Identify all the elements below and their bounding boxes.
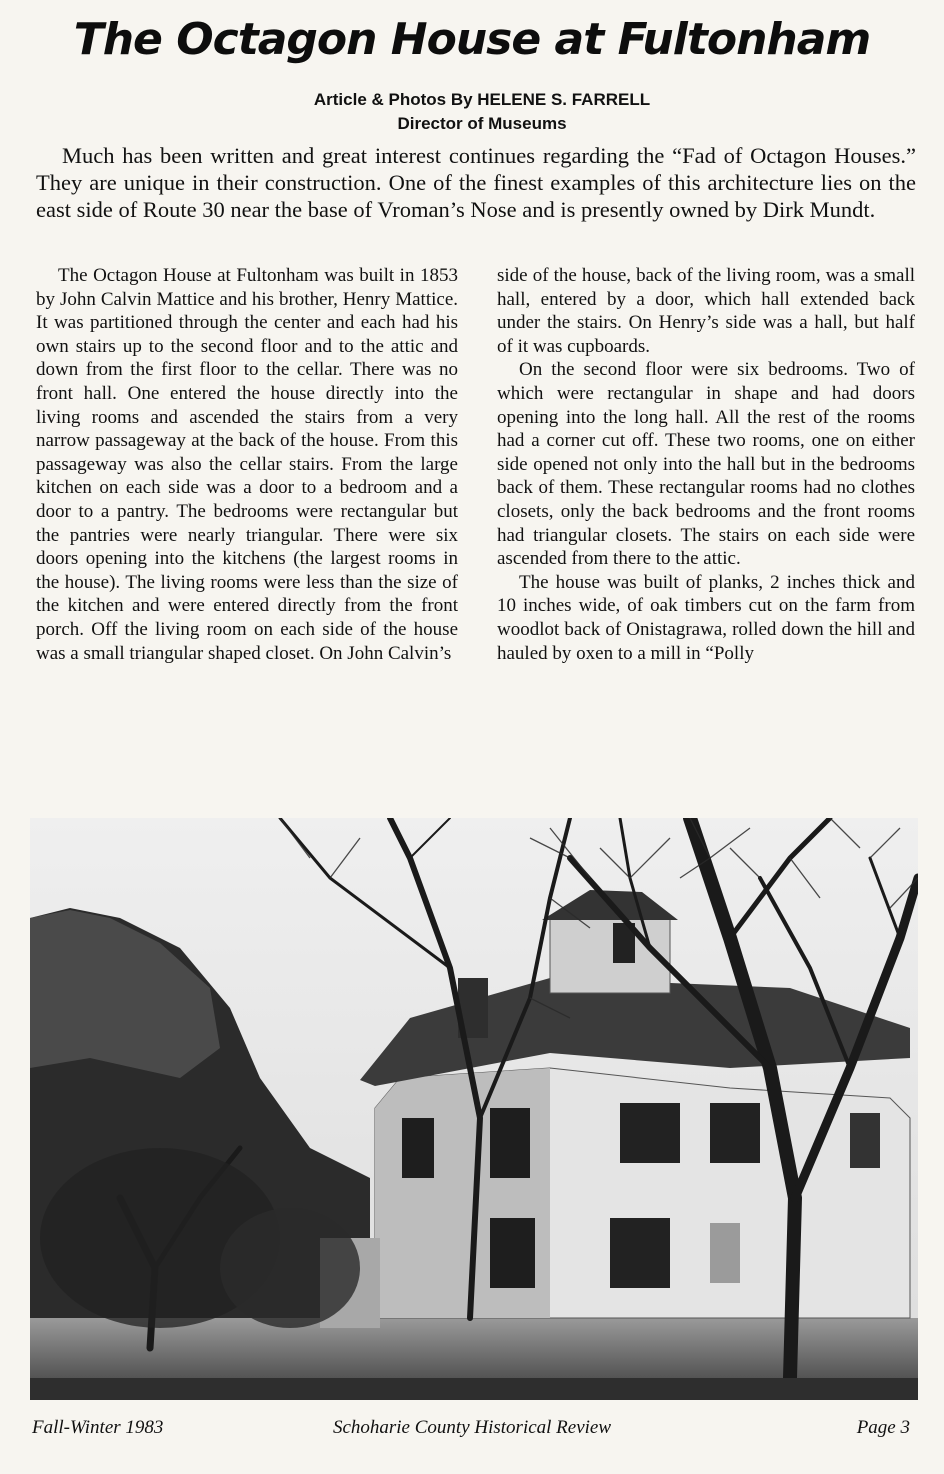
octagon-house-photo	[30, 818, 918, 1400]
column-right	[497, 264, 915, 665]
paragraph: The Octagon House at Fultonham was built in 1853 by John Calvin Mattice and his brother, Henry Mattice. It was partitioned through the center and each had his own stairs up to the second floor and to the attic and down from the first floor to the cellar. There was no front hall. One entered the house directly into the living rooms and ascended the stairs from a very narrow passageway at the back of the house. From this passageway was also the cellar stairs. From the large kitchen on each side was a door to a bedroom and a door to a pantry. The bedrooms were rectangular but the pantries were nearly triangular. There were six doors opening into the kitchens (the largest rooms in the house). The living rooms were less than the size of the kitchen and were entered directly from the front porch. Off the living room on each side of the house was a small triangular shaped closet. On John Calvin’s	[36, 265, 458, 664]
paragraph: On the second floor were six bedrooms. Two of which were rectangular in shape and had doors opening into the long hall. All the rest of the rooms had a corner cut off. These two rooms, one on either side opened not only into the hall but in the bedrooms back of them. These rectangular rooms had no clothes closets, only the back bedrooms and the front rooms had triangular closets. The stairs on each side were ascended from there to the attic.	[497, 359, 915, 570]
lead-paragraph: Much has been written and great interest continues regarding the “Fad of Octagon Houses.” They are unique in their construction. One of the finest examples of this architecture lies on the east side of Route 30 near the base of Vroman’s Nose and is presently owned by Dirk Mundt.	[36, 143, 916, 222]
byline-role: Director of Museums	[397, 114, 567, 133]
footer-issue: Fall-Winter 1983	[32, 1417, 164, 1438]
footer-page-number: Page 3	[856, 1417, 910, 1438]
byline-author: Article & Photos By HELENE S. FARRELL	[313, 90, 651, 109]
footer-publication: Schoharie County Historical Review	[332, 1417, 612, 1438]
article-title: The Octagon House at Fultonham	[73, 14, 871, 65]
column-left	[36, 264, 458, 665]
paragraph: side of the house, back of the living room, was a small hall, entered by a door, which hall extended back under the stairs. On Henry’s side was a hall, but half of it was cupboards.	[497, 265, 915, 357]
paragraph: The house was built of planks, 2 inches thick and 10 inches wide, of oak timbers cut on the farm from woodlot back of Onistagrawa, rolled down the hill and hauled by oxen to a mill in “Polly	[497, 571, 915, 664]
